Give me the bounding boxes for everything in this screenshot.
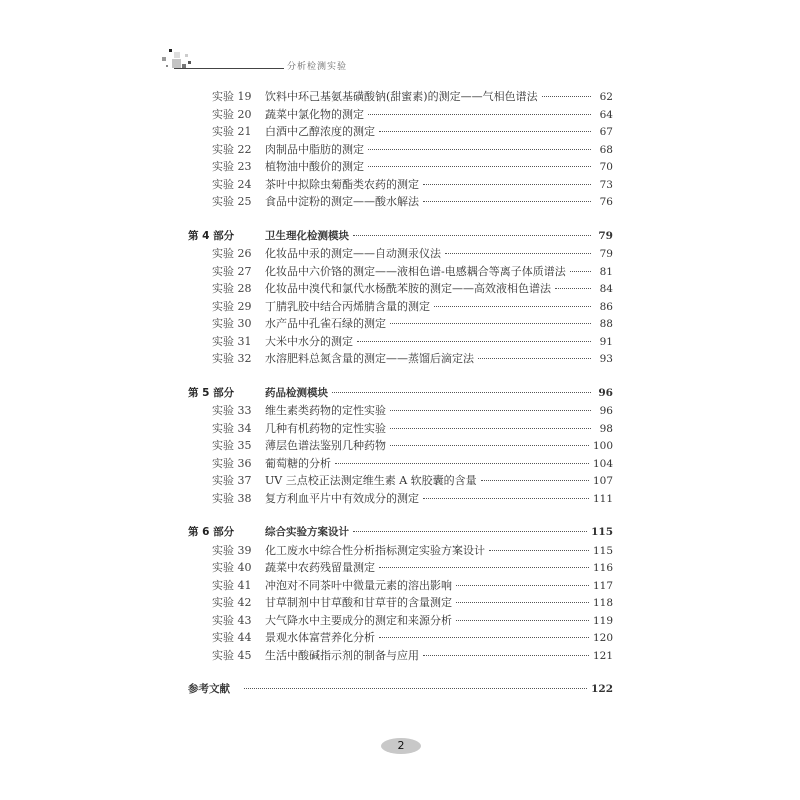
part-heading[interactable] xyxy=(188,385,613,403)
experiment-number: 实验 42 xyxy=(212,596,252,609)
toc-entry[interactable] xyxy=(188,542,613,560)
toc-entry[interactable] xyxy=(188,141,613,159)
toc-entry[interactable] xyxy=(188,193,613,211)
entry-title: 丁腈乳胶中结合丙烯腈含量的测定 xyxy=(265,299,430,313)
experiment-number: 实验 19 xyxy=(212,90,252,103)
header-rule xyxy=(174,68,284,69)
leader-dots xyxy=(335,463,589,464)
leader-dots xyxy=(456,585,589,586)
experiment-number: 实验 28 xyxy=(212,282,252,295)
part-label: 第 5 部分 xyxy=(188,386,235,399)
page-number: 79 xyxy=(599,248,613,260)
table-of-contents xyxy=(188,88,613,699)
page-number: 79 xyxy=(598,229,613,242)
part-label: 第 4 部分 xyxy=(188,229,235,242)
toc-entry[interactable] xyxy=(188,437,613,455)
toc-entry[interactable] xyxy=(188,245,613,263)
entry-title: 化工废水中综合性分析指标测定实验方案设计 xyxy=(265,543,485,557)
experiment-number: 实验 39 xyxy=(212,543,252,557)
entry-title: 肉制品中脂肪的测定 xyxy=(265,142,364,156)
entry-title: 葡萄糖的分析 xyxy=(265,456,331,470)
experiment-number: 实验 38 xyxy=(212,491,252,505)
toc-entry[interactable] xyxy=(188,123,613,141)
leader-dots xyxy=(379,567,589,568)
experiment-number: 实验 37 xyxy=(212,474,252,487)
experiment-number: 实验 44 xyxy=(212,631,252,644)
page-number: 107 xyxy=(592,475,613,487)
leader-dots xyxy=(368,149,591,150)
experiment-number: 实验 30 xyxy=(212,317,252,330)
page-number: 115 xyxy=(591,526,613,538)
leader-dots xyxy=(555,288,591,289)
part-label: 第 6 部分 xyxy=(188,526,235,538)
leader-dots xyxy=(390,323,591,324)
entry-title: 化妆品中溴代和氯代水杨酰苯胺的测定——高效液相色谱法 xyxy=(265,282,551,295)
leader-dots xyxy=(332,392,591,393)
running-header xyxy=(160,44,460,74)
toc-entry[interactable] xyxy=(188,612,613,630)
experiment-number: 实验 29 xyxy=(212,299,252,313)
leader-dots xyxy=(390,410,591,411)
section-spacer xyxy=(188,664,613,681)
leader-dots xyxy=(570,271,591,272)
experiment-number: 实验 20 xyxy=(212,107,252,121)
part-title: 综合实验方案设计 xyxy=(265,526,349,538)
page-number: 62 xyxy=(599,91,613,103)
leader-dots xyxy=(423,184,591,185)
decorative-square-icon xyxy=(188,61,191,64)
experiment-number: 实验 27 xyxy=(212,264,252,278)
entry-title: 水产品中孔雀石绿的测定 xyxy=(265,317,386,330)
entry-title: 饮料中环己基氨基磺酸钠(甜蜜素)的测定——气相色谱法 xyxy=(265,90,538,103)
entry-title: 化妆品中汞的测定——自动测汞仪法 xyxy=(265,247,441,260)
experiment-number: 实验 23 xyxy=(212,160,252,173)
entry-title: 景观水体富营养化分析 xyxy=(265,631,375,644)
experiment-number: 实验 36 xyxy=(212,456,252,470)
experiment-number: 实验 35 xyxy=(212,439,252,452)
leader-dots xyxy=(423,201,591,202)
entry-title: 大米中水分的测定 xyxy=(265,334,353,348)
experiment-number: 实验 43 xyxy=(212,613,252,627)
leader-dots xyxy=(379,131,591,132)
experiment-number: 实验 32 xyxy=(212,352,252,365)
references-heading[interactable] xyxy=(188,681,613,699)
decorative-square-icon xyxy=(169,49,172,52)
toc-entry[interactable] xyxy=(188,280,613,298)
leader-dots xyxy=(478,358,591,359)
toc-entry[interactable] xyxy=(188,490,613,508)
toc-group-part5 xyxy=(188,385,613,508)
page-number: 115 xyxy=(592,544,613,557)
section-spacer xyxy=(188,368,613,385)
part-heading[interactable] xyxy=(188,228,613,246)
page-number: 81 xyxy=(599,265,613,278)
experiment-number: 实验 25 xyxy=(212,195,252,208)
leader-dots xyxy=(434,306,591,307)
page-number: 96 xyxy=(598,386,613,399)
toc-entry[interactable] xyxy=(188,298,613,316)
toc-entry[interactable] xyxy=(188,559,613,577)
part-title: 卫生理化检测模块 xyxy=(265,229,349,242)
entry-title: 水溶肥料总氮含量的测定——蒸馏后滴定法 xyxy=(265,352,474,365)
entry-title: 复方利血平片中有效成分的测定 xyxy=(265,491,419,505)
experiment-number: 实验 34 xyxy=(212,421,252,435)
entry-title: 维生素类药物的定性实验 xyxy=(265,404,386,417)
page-number: 91 xyxy=(599,335,613,348)
entry-title: UV 三点校正法测定维生素 A 软胶囊的含量 xyxy=(265,474,477,487)
entry-title: 茶叶中拟除虫菊酯类农药的测定 xyxy=(265,177,419,191)
page-number: 93 xyxy=(599,353,613,365)
entry-title: 植物油中酸价的测定 xyxy=(265,160,364,173)
page-number: 86 xyxy=(599,300,613,313)
leader-dots xyxy=(368,114,591,115)
experiment-number: 实验 26 xyxy=(212,247,252,260)
experiment-number: 实验 33 xyxy=(212,404,252,417)
page-number: 67 xyxy=(599,126,613,138)
leader-dots xyxy=(542,96,591,97)
page-number: 70 xyxy=(599,161,613,173)
page-number: 88 xyxy=(599,318,613,330)
entry-title: 甘草制剂中甘草酸和甘草苷的含量测定 xyxy=(265,596,452,609)
toc-entry[interactable] xyxy=(188,647,613,665)
entry-title: 冲泡对不同茶叶中微量元素的溶出影响 xyxy=(265,578,452,592)
page-number: 73 xyxy=(599,178,613,191)
leader-dots xyxy=(353,235,591,236)
page-number: 121 xyxy=(592,649,613,662)
entry-title: 蔬菜中氯化物的测定 xyxy=(265,107,364,121)
toc-entry[interactable] xyxy=(188,577,613,595)
toc-entry[interactable] xyxy=(188,158,613,176)
page-number: 76 xyxy=(599,196,613,208)
entry-title: 大气降水中主要成分的测定和来源分析 xyxy=(265,613,452,627)
entry-title: 食品中淀粉的测定——酸水解法 xyxy=(265,195,419,208)
entry-title: 薄层色谱法鉴别几种药物 xyxy=(265,439,386,452)
experiment-number: 实验 40 xyxy=(212,561,252,574)
page-number: 104 xyxy=(592,457,613,470)
leader-dots xyxy=(489,550,589,551)
part-heading[interactable] xyxy=(188,524,613,542)
toc-entry[interactable] xyxy=(188,629,613,647)
leader-dots xyxy=(456,620,589,621)
leader-dots xyxy=(445,253,591,254)
toc-entry[interactable] xyxy=(188,333,613,351)
leader-dots xyxy=(379,637,589,638)
decorative-square-icon xyxy=(166,65,168,67)
leader-dots xyxy=(368,166,591,167)
toc-entry[interactable] xyxy=(188,176,613,194)
page-number: 120 xyxy=(592,632,613,644)
page-number: 98 xyxy=(599,422,613,435)
toc-entry[interactable] xyxy=(188,106,613,124)
toc-entry[interactable] xyxy=(188,315,613,333)
leader-dots xyxy=(244,688,587,689)
toc-group-part6 xyxy=(188,524,613,664)
experiment-number: 实验 45 xyxy=(212,648,252,662)
page-number: 68 xyxy=(599,143,613,156)
toc-entry[interactable] xyxy=(188,88,613,106)
entry-title: 蔬菜中农药残留量测定 xyxy=(265,561,375,574)
part-title: 药品检测模块 xyxy=(265,386,328,399)
entry-title: 生活中酸碱指示剂的制备与应用 xyxy=(265,648,419,662)
entry-title: 化妆品中六价铬的测定——液相色谱-电感耦合等离子体质谱法 xyxy=(265,264,566,278)
toc-group-part3-continued xyxy=(188,88,613,211)
page-number: 111 xyxy=(592,492,613,505)
section-spacer xyxy=(188,211,613,228)
leader-dots xyxy=(390,428,591,429)
page-number: 84 xyxy=(599,283,613,295)
section-spacer xyxy=(188,507,613,524)
experiment-number: 实验 41 xyxy=(212,578,252,592)
references-title: 参考文献 xyxy=(188,683,230,695)
running-title: 分析检测实验 xyxy=(287,62,348,72)
leader-dots xyxy=(423,498,589,499)
toc-entry[interactable] xyxy=(188,402,613,420)
leader-dots xyxy=(423,655,589,656)
page-number: 96 xyxy=(599,405,613,417)
page-number: 118 xyxy=(592,597,613,609)
page-number: 116 xyxy=(592,562,613,574)
leader-dots xyxy=(353,531,587,532)
toc-entry[interactable] xyxy=(188,594,613,612)
toc-group-part4 xyxy=(188,228,613,368)
page-number: 119 xyxy=(592,614,613,627)
leader-dots xyxy=(390,445,589,446)
toc-entry[interactable] xyxy=(188,472,613,490)
experiment-number: 实验 21 xyxy=(212,125,252,138)
experiment-number: 实验 31 xyxy=(212,334,252,348)
toc-entry[interactable] xyxy=(188,455,613,473)
entry-title: 白酒中乙醇浓度的测定 xyxy=(265,125,375,138)
decorative-square-icon xyxy=(185,54,188,57)
page-number: 100 xyxy=(592,440,613,452)
toc-entry[interactable] xyxy=(188,420,613,438)
page-number: 117 xyxy=(592,579,613,592)
decorative-square-icon xyxy=(172,59,181,68)
leader-dots xyxy=(456,602,589,603)
toc-entry[interactable] xyxy=(188,350,613,368)
decorative-square-icon xyxy=(162,57,166,61)
leader-dots xyxy=(357,341,591,342)
leader-dots xyxy=(481,480,589,481)
experiment-number: 实验 22 xyxy=(212,142,252,156)
toc-entry[interactable] xyxy=(188,263,613,281)
page-number: 122 xyxy=(591,683,613,695)
decorative-square-icon xyxy=(174,52,180,58)
experiment-number: 实验 24 xyxy=(212,177,252,191)
page-number: 64 xyxy=(599,108,613,121)
entry-title: 几种有机药物的定性实验 xyxy=(265,421,386,435)
page-number-badge: 2 xyxy=(381,738,421,754)
